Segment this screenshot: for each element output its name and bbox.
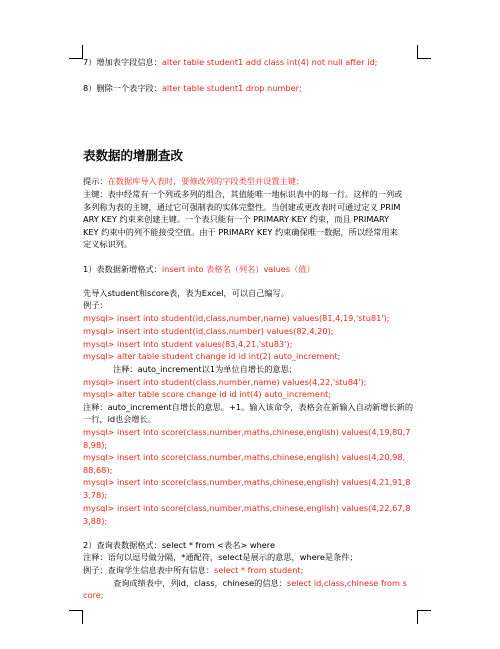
query-example — [83, 565, 419, 576]
query-example-label: 例子： — [83, 565, 108, 575]
query-example-2-continuation: core; — [83, 590, 104, 600]
tip-label: 提示： — [83, 176, 108, 186]
code-line: mysql> insert into student(class,number,name) values(4,22,'stu84'); — [83, 377, 367, 387]
query-note: 注释：语句以逗号做分隔，*通配符，select是展示的意思，where是条件； — [83, 552, 358, 562]
code-line: mysql> insert into student(id,class,number,name) values(81,4,19,'stu81'); — [83, 313, 390, 323]
query-example-code: select * from student; — [214, 565, 304, 575]
query-example-2-text: 查询成绩表中，列id，class，chinese的信息： — [113, 578, 287, 588]
code-line: mysql> insert into score(class,number,maths,chinese,english) values(4,19,80,7 — [83, 427, 411, 437]
code-line: mysql> alter table student change id id int(2) auto_increment; — [83, 351, 341, 361]
item-7-prefix: 7）增加表字段信息： — [83, 57, 162, 67]
tip-line: 主键：表中经常有一个列或多列的组合，其值能唯一地标识表中的每一行。这样的一列或 — [83, 189, 403, 199]
code-line: 3,78); — [83, 490, 108, 500]
query-format: 2）查询表数据格式：select * from <表名> where — [83, 540, 276, 550]
insert-format — [83, 264, 419, 275]
tip-line: ARY KEY 约束来创建主键。一个表只能有一个 PRIMARY KEY 约束，而且 PRIMARY — [83, 214, 390, 224]
code-line: mysql> alter table score change id id int(4) auto_increment; — [83, 389, 332, 399]
tip-first-line — [83, 176, 419, 187]
item-8-code: alter table student1 drop number; — [161, 83, 302, 93]
crop-mark-bottom-left-v — [82, 610, 83, 624]
note-auto-increment: 注释：auto_increment以1为单位自增长的意思； — [113, 364, 297, 374]
code-line: 3,88); — [83, 516, 108, 526]
note-line: 注释：auto_increment自增长的意思。+1。输入该命令，表格会在新输入自动新增长新的 — [83, 402, 414, 412]
tip-red-text: 在数据库导入表时，要修改列的字段类型并设置主键； — [107, 176, 305, 186]
code-line: 8,98); — [83, 440, 108, 450]
crop-mark-top-right-h — [417, 58, 431, 59]
item-7-code: alter table student1 add class int(4) not null after id; — [161, 57, 378, 67]
crop-mark-top-left-h — [69, 58, 82, 59]
code-line: 88,68); — [83, 465, 113, 475]
item-8-prefix: 8）删除一个表字段： — [83, 83, 162, 93]
section-title: 表数据的增删查改 — [83, 148, 184, 163]
query-example-2 — [83, 578, 449, 589]
intro-text: 先导入student和score表，表为Excel，可以自己编写。 — [83, 288, 289, 298]
query-example-text: 查询学生信息表中所有信息： — [107, 565, 215, 575]
item-8 — [83, 83, 419, 94]
code-line: mysql> insert into score(class,number,maths,chinese,english) values(4,20,98, — [83, 452, 406, 462]
tip-line: KEY 约束中的列不能接受空值。由于 PRIMARY KEY 约束确保唯一数据，所以经常用来 — [83, 227, 398, 237]
code-line: mysql> insert into student(id,class,number) values(82,4,20); — [83, 326, 334, 336]
example-label: 例子： — [83, 300, 108, 310]
code-line: mysql> insert into score(class,number,maths,chinese,english) values(4,21,91,8 — [83, 477, 411, 487]
query-example-2-code: select id,class,chinese from s — [286, 578, 407, 588]
crop-mark-bottom-left-h — [69, 610, 82, 611]
insert-format-code: insert into 表格名（列名）values（值） — [161, 264, 315, 274]
item-7 — [83, 57, 419, 68]
note-line: 一行，id也会增长。 — [83, 414, 156, 424]
insert-format-prefix: 1）表数据新增格式： — [83, 264, 162, 274]
tip-line: 定义标识列。 — [83, 239, 133, 249]
code-line: mysql> insert into score(class,number,maths,chinese,english) values(4,22,67,8 — [83, 503, 411, 513]
crop-mark-bottom-right-h — [417, 610, 431, 611]
code-line: mysql> insert into student values(83,4,21,'stu83'); — [83, 339, 293, 349]
tip-line: 多列称为表的主键，通过它可强制表的实体完整性。当创建或更改表时可通过定义 PRIM — [83, 202, 401, 212]
crop-mark-bottom-right-v — [417, 610, 418, 624]
